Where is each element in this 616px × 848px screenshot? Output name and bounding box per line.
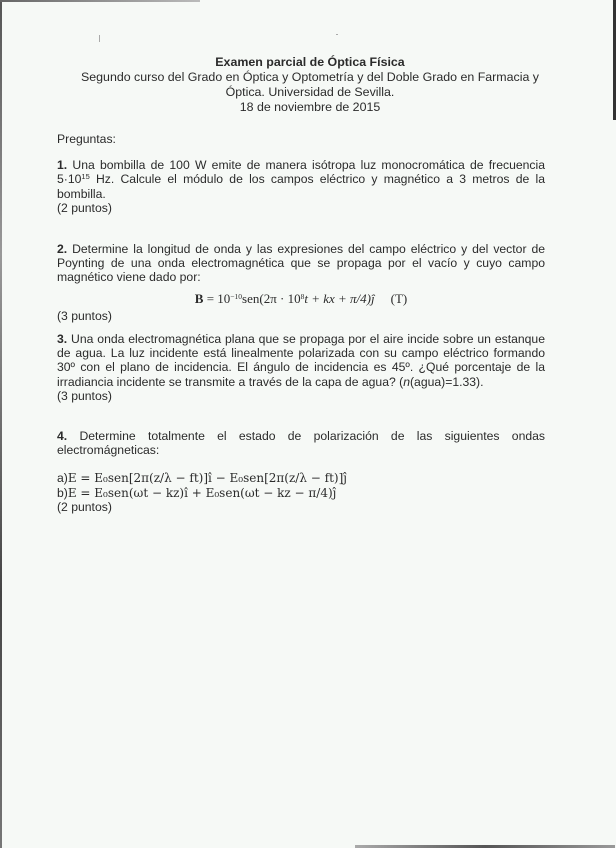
scan-speck	[336, 34, 338, 35]
question-number: 1.	[57, 158, 68, 173]
question-points: (3 puntos)	[57, 308, 112, 323]
section-label: Preguntas:	[57, 132, 116, 146]
question-text: Hz. Calcule el módulo de los campos eléctrico y magnético a 3 metros de la bombilla.	[57, 172, 545, 201]
magnetic-field-equation: $B = 10^{-10}sen(2\pi \cdot 10^8t$ + kx + π/4)ĵ (T)	[194, 290, 408, 306]
scan-edge-left	[0, 0, 2, 848]
question-3	[57, 332, 545, 403]
exam-subtitle-line1: Segundo curso del Grado en Óptica y Optometría y del Doble Grado en Farmacia y	[81, 70, 539, 84]
exponent: 15	[81, 172, 90, 182]
exam-content	[57, 132, 545, 514]
question-text: (agua)=1.33).	[409, 374, 484, 389]
refractive-index-symbol: n	[403, 374, 410, 389]
equation-lhs: B	[194, 290, 204, 306]
question-text: Determine totalmente el estado de polarización de las siguientes ondas electromágneticas:	[57, 429, 545, 458]
question-points: (2 puntos)	[57, 200, 112, 215]
exam-title: Examen parcial de Óptica Física	[215, 55, 405, 69]
equation-unit: (T)	[390, 290, 408, 306]
scan-speck	[99, 35, 100, 42]
question-1	[57, 158, 545, 215]
question-points: (3 puntos)	[57, 388, 112, 403]
scan-edge-top	[0, 0, 200, 2]
wave-a	[57, 471, 545, 485]
question-number: 3.	[57, 332, 68, 347]
question-text: Una bombilla de 100 W emite de manera isótropa luz monocromática de frecuencia 5·10	[57, 158, 545, 187]
question-text: Una onda electromagnética plana que se propaga por el aire incide sobre un estanque de agua. La luz incidente está linealmente polarizada con su campo eléctrico formando 30º con el plano de incidencia. El ángulo de incidencia es 45º. ¿Qué porcentaje de la irradiancia incidente se transmite a través de la capa de agua? (	[57, 332, 545, 389]
exam-subtitle-line2: Óptica. Universidad de Sevilla.	[225, 85, 395, 99]
exam-date: 18 de noviembre de 2015	[239, 100, 381, 114]
question-number: 2.	[57, 242, 68, 257]
question-points: (2 puntos)	[57, 499, 112, 514]
question-text: Determine la longitud de onda y las expresiones del campo eléctrico y del vector de Poynting de una onda electromagnética que se propaga por el vacío y cuyo campo magnético viene dado por:	[57, 242, 545, 285]
wave-b	[57, 486, 545, 500]
item-label: b)	[57, 485, 68, 500]
exam-header	[60, 55, 560, 115]
question-2	[57, 242, 545, 323]
question-4	[57, 429, 545, 514]
item-label: a)	[57, 471, 68, 486]
question-number: 4.	[57, 429, 68, 444]
wave-b-expression: E = E₀sen(ωt − kz)î + E₀sen(ωt − kz − π/4)ĵ	[67, 485, 337, 500]
wave-a-expression: E = E₀sen[2π(z/λ − ft)]î − E₀sen[2π(z/λ − ft)]ĵ	[67, 471, 347, 486]
